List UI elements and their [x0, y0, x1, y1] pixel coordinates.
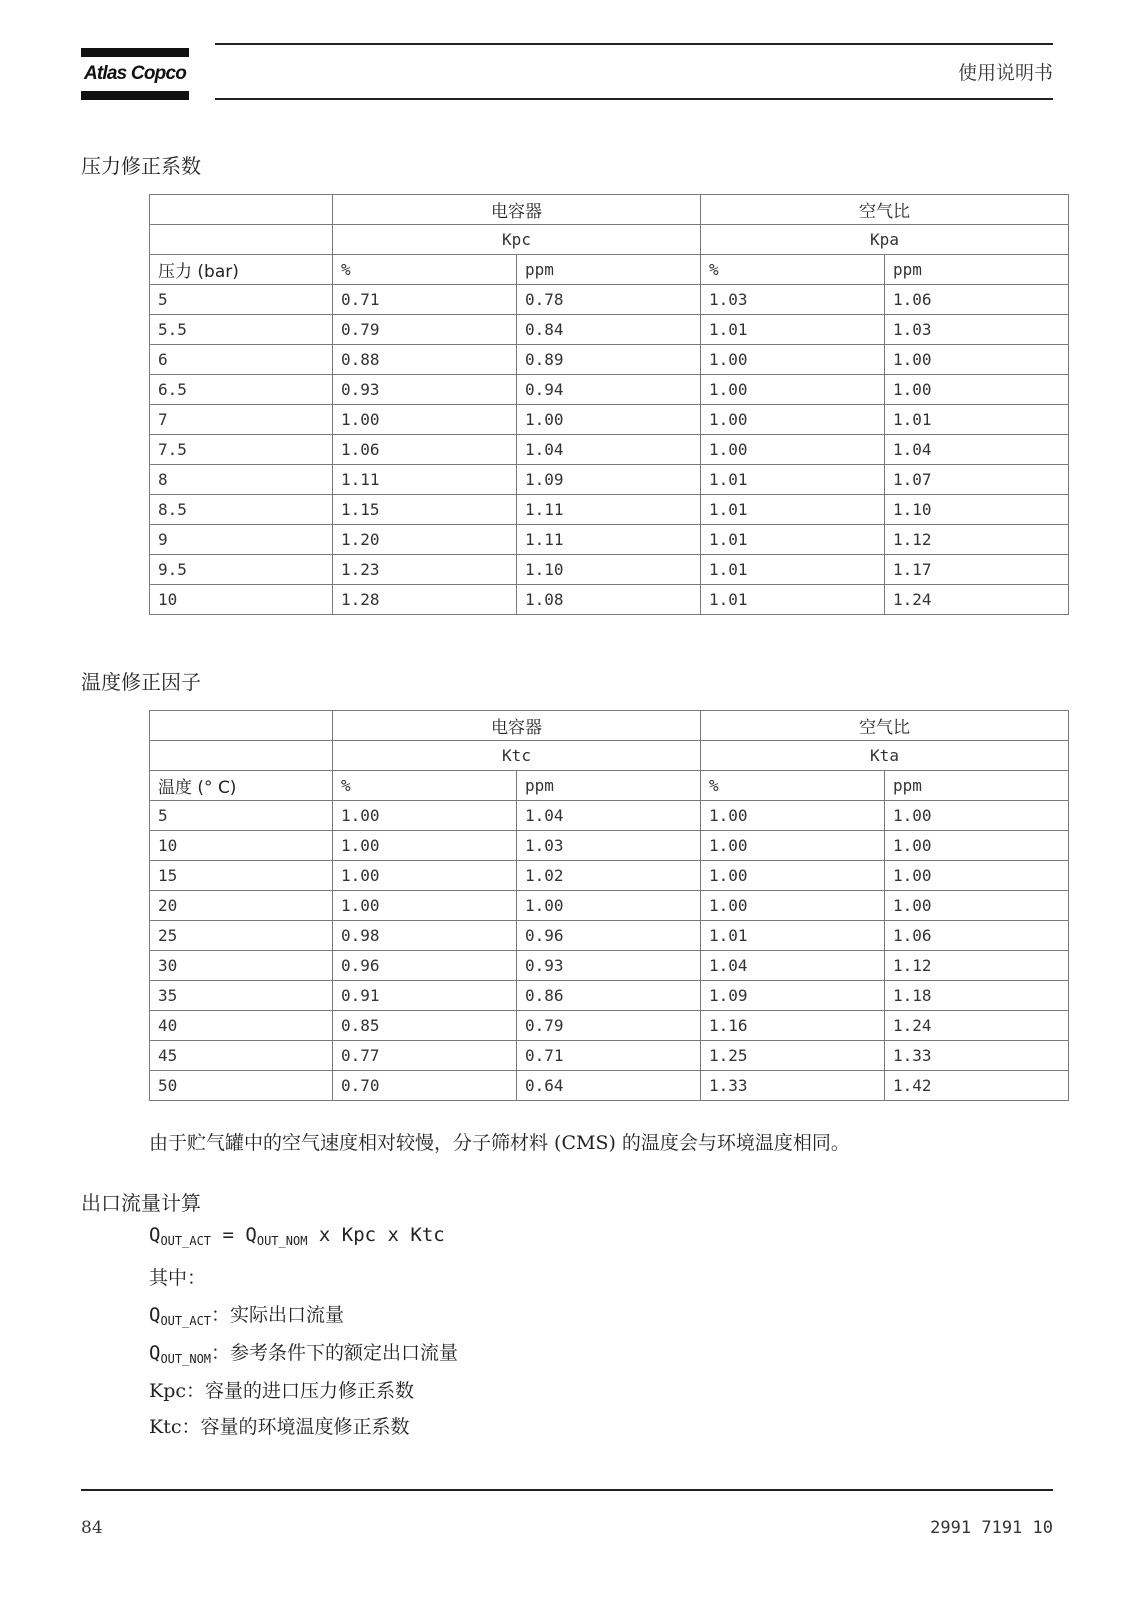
table-cell: 1.11 — [517, 525, 701, 555]
footer-rule — [81, 1489, 1053, 1491]
table-cell: 0.96 — [333, 951, 517, 981]
table-cell: 1.00 — [885, 891, 1069, 921]
atlas-copco-logo — [81, 48, 189, 100]
row-label-cell: 30 — [150, 951, 333, 981]
table-cell: 1.09 — [517, 465, 701, 495]
table-row — [150, 555, 1069, 585]
table-cell: 1.00 — [701, 831, 885, 861]
group-header-air-ratio: 空气比 — [701, 195, 1069, 225]
table-cell: 1.01 — [701, 555, 885, 585]
factor-header-kpa: Kpa — [701, 225, 1069, 255]
table-cell: 1.07 — [885, 465, 1069, 495]
table-factor-header-row — [150, 741, 1069, 771]
table-cell: 1.01 — [701, 525, 885, 555]
table-cell: 1.01 — [701, 465, 885, 495]
q-symbol: Q — [149, 1342, 161, 1364]
outlet-formula — [149, 1224, 445, 1248]
outlet-section-title: 出口流量计算 — [81, 1191, 201, 1215]
table-row — [150, 315, 1069, 345]
table-cell: 1.03 — [701, 285, 885, 315]
definition-ktc: Ktc：容量的环境温度修正系数 — [149, 1416, 410, 1438]
table-cell: 1.33 — [885, 1041, 1069, 1071]
definition-q-out-nom — [149, 1338, 458, 1366]
row-label-cell: 45 — [150, 1041, 333, 1071]
table-cell: 1.42 — [885, 1071, 1069, 1101]
table-cell: 1.02 — [517, 861, 701, 891]
unit-ppm: ppm — [517, 771, 701, 801]
table-cell: 0.93 — [517, 951, 701, 981]
table-cell: 1.00 — [701, 891, 885, 921]
unit-percent: % — [701, 771, 885, 801]
table-cell: 1.00 — [333, 891, 517, 921]
group-header-capacitor: 电容器 — [333, 711, 701, 741]
table-row — [150, 585, 1069, 615]
unit-percent: % — [333, 255, 517, 285]
table-cell: 1.09 — [701, 981, 885, 1011]
pressure-section-title: 压力修正系数 — [81, 154, 201, 178]
row-label-cell: 6.5 — [150, 375, 333, 405]
row-label-cell: 9 — [150, 525, 333, 555]
table-cell: 1.28 — [333, 585, 517, 615]
table-cell: 1.01 — [701, 585, 885, 615]
table-cell: 1.04 — [517, 435, 701, 465]
table-factor-header-row — [150, 225, 1069, 255]
table-cell: 1.15 — [333, 495, 517, 525]
temperature-section-title: 温度修正因子 — [81, 670, 201, 694]
unit-percent: % — [701, 255, 885, 285]
table-cell: 1.00 — [701, 345, 885, 375]
table-cell: 1.01 — [885, 405, 1069, 435]
table-cell: 1.17 — [885, 555, 1069, 585]
table-group-header-row — [150, 711, 1069, 741]
equals-sign: = — [222, 1224, 234, 1246]
factor-header-ktc: Ktc — [333, 741, 701, 771]
table-cell: 1.03 — [517, 831, 701, 861]
table-cell: 0.98 — [333, 921, 517, 951]
definition-text: ：参考条件下的额定出口流量 — [211, 1342, 459, 1364]
q-symbol: Q — [245, 1224, 257, 1246]
row-label-cell: 15 — [150, 861, 333, 891]
table-cell: 1.04 — [885, 435, 1069, 465]
table-cell: 1.00 — [517, 405, 701, 435]
table-cell: 1.00 — [885, 375, 1069, 405]
table-cell: 0.79 — [333, 315, 517, 345]
definition-q-out-act — [149, 1300, 344, 1328]
table-cell: 0.88 — [333, 345, 517, 375]
header-rule-bottom — [215, 98, 1053, 100]
table-cell: 0.71 — [333, 285, 517, 315]
table-cell: 1.00 — [701, 435, 885, 465]
table-cell: 1.00 — [701, 801, 885, 831]
page-number: 84 — [81, 1518, 103, 1538]
table-cell: 1.12 — [885, 525, 1069, 555]
table-cell: 1.04 — [517, 801, 701, 831]
row-label-cell: 10 — [150, 831, 333, 861]
group-header-air-ratio: 空气比 — [701, 711, 1069, 741]
row-header-temperature: 温度 (° C) — [150, 771, 333, 801]
table-row — [150, 525, 1069, 555]
table-cell: 1.25 — [701, 1041, 885, 1071]
table-cell: 1.24 — [885, 1011, 1069, 1041]
table-row — [150, 435, 1069, 465]
table-group-header-row — [150, 195, 1069, 225]
row-label-cell: 5 — [150, 801, 333, 831]
table-row — [150, 285, 1069, 315]
definition-text: ：实际出口流量 — [211, 1304, 345, 1326]
table-cell: 1.00 — [333, 831, 517, 861]
table-row — [150, 1041, 1069, 1071]
empty-cell — [150, 225, 333, 255]
table-cell: 0.96 — [517, 921, 701, 951]
table-cell: 0.94 — [517, 375, 701, 405]
table-cell: 1.06 — [885, 921, 1069, 951]
table-cell: 1.06 — [333, 435, 517, 465]
document-number: 2991 7191 10 — [930, 1518, 1053, 1538]
table-cell: 1.00 — [701, 375, 885, 405]
temperature-note: 由于贮气罐中的空气速度相对较慢，分子筛材料 (CMS) 的温度会与环境温度相同。 — [149, 1132, 850, 1154]
table-cell: 1.00 — [333, 405, 517, 435]
table-row — [150, 831, 1069, 861]
q-symbol: Q — [149, 1304, 161, 1326]
table-cell: 1.24 — [885, 585, 1069, 615]
table-row — [150, 1071, 1069, 1101]
table-row — [150, 861, 1069, 891]
table-row — [150, 465, 1069, 495]
row-label-cell: 35 — [150, 981, 333, 1011]
table-cell: 1.23 — [333, 555, 517, 585]
table-cell: 1.00 — [333, 861, 517, 891]
table-cell: 0.64 — [517, 1071, 701, 1101]
unit-percent: % — [333, 771, 517, 801]
empty-cell — [150, 195, 333, 225]
header-rule-top — [215, 43, 1053, 45]
table-cell: 1.00 — [517, 891, 701, 921]
row-label-cell: 6 — [150, 345, 333, 375]
table-cell: 1.18 — [885, 981, 1069, 1011]
row-label-cell: 20 — [150, 891, 333, 921]
table-cell: 1.10 — [885, 495, 1069, 525]
table-cell: 1.01 — [701, 495, 885, 525]
row-label-cell: 9.5 — [150, 555, 333, 585]
table-cell: 1.16 — [701, 1011, 885, 1041]
table-cell: 0.77 — [333, 1041, 517, 1071]
table-cell: 0.84 — [517, 315, 701, 345]
table-row — [150, 345, 1069, 375]
table-row — [150, 951, 1069, 981]
table-cell: 1.03 — [885, 315, 1069, 345]
table-cell: 1.00 — [885, 345, 1069, 375]
header-title: 使用说明书 — [957, 62, 1053, 84]
table-cell: 1.06 — [885, 285, 1069, 315]
subscript-out-nom: OUT_NOM — [256, 1234, 308, 1248]
table-cell: 0.79 — [517, 1011, 701, 1041]
unit-ppm: ppm — [517, 255, 701, 285]
row-label-cell: 40 — [150, 1011, 333, 1041]
formula-tail: x Kpc x Ktc — [318, 1224, 445, 1246]
table-row — [150, 495, 1069, 525]
subscript-out-act: OUT_ACT — [160, 1314, 212, 1328]
table-cell: 0.91 — [333, 981, 517, 1011]
group-header-capacitor: 电容器 — [333, 195, 701, 225]
table-cell: 0.93 — [333, 375, 517, 405]
table-cell: 1.00 — [885, 861, 1069, 891]
factor-header-kta: Kta — [701, 741, 1069, 771]
row-label-cell: 7.5 — [150, 435, 333, 465]
table-cell: 1.10 — [517, 555, 701, 585]
row-label-cell: 5.5 — [150, 315, 333, 345]
row-label-cell: 50 — [150, 1071, 333, 1101]
table-cell: 0.85 — [333, 1011, 517, 1041]
row-label-cell: 10 — [150, 585, 333, 615]
table-cell: 0.78 — [517, 285, 701, 315]
row-label-cell: 5 — [150, 285, 333, 315]
logo-text: Atlas Copco — [83, 63, 187, 84]
table-unit-header-row — [150, 771, 1069, 801]
table-cell: 1.04 — [701, 951, 885, 981]
empty-cell — [150, 711, 333, 741]
row-label-cell: 8.5 — [150, 495, 333, 525]
table-cell: 1.00 — [885, 801, 1069, 831]
table-cell: 0.70 — [333, 1071, 517, 1101]
pressure-correction-table — [149, 194, 1069, 615]
logo-bottom-bar — [81, 91, 189, 100]
q-symbol: Q — [149, 1224, 161, 1246]
factor-header-kpc: Kpc — [333, 225, 701, 255]
unit-ppm: ppm — [885, 771, 1069, 801]
temperature-correction-table — [149, 710, 1069, 1101]
table-cell: 1.01 — [701, 315, 885, 345]
row-label-cell: 25 — [150, 921, 333, 951]
table-row — [150, 801, 1069, 831]
empty-cell — [150, 741, 333, 771]
table-cell: 1.00 — [333, 801, 517, 831]
table-row — [150, 375, 1069, 405]
table-row — [150, 891, 1069, 921]
table-row — [150, 981, 1069, 1011]
where-label: 其中： — [149, 1267, 207, 1289]
table-unit-header-row — [150, 255, 1069, 285]
table-row — [150, 405, 1069, 435]
subscript-out-nom: OUT_NOM — [160, 1352, 212, 1366]
table-row — [150, 921, 1069, 951]
table-cell: 1.33 — [701, 1071, 885, 1101]
row-label-cell: 7 — [150, 405, 333, 435]
table-cell: 0.86 — [517, 981, 701, 1011]
table-cell: 0.71 — [517, 1041, 701, 1071]
table-cell: 1.00 — [701, 861, 885, 891]
row-header-pressure: 压力 (bar) — [150, 255, 333, 285]
table-cell: 1.00 — [701, 405, 885, 435]
table-cell: 1.08 — [517, 585, 701, 615]
table-cell: 0.89 — [517, 345, 701, 375]
logo-top-bar — [81, 48, 189, 57]
table-cell: 1.12 — [885, 951, 1069, 981]
subscript-out-act: OUT_ACT — [160, 1234, 212, 1248]
definition-kpc: Kpc：容量的进口压力修正系数 — [149, 1380, 414, 1402]
table-cell: 1.11 — [333, 465, 517, 495]
row-label-cell: 8 — [150, 465, 333, 495]
table-cell: 1.00 — [885, 831, 1069, 861]
table-cell: 1.20 — [333, 525, 517, 555]
table-cell: 1.11 — [517, 495, 701, 525]
table-cell: 1.01 — [701, 921, 885, 951]
unit-ppm: ppm — [885, 255, 1069, 285]
table-row — [150, 1011, 1069, 1041]
